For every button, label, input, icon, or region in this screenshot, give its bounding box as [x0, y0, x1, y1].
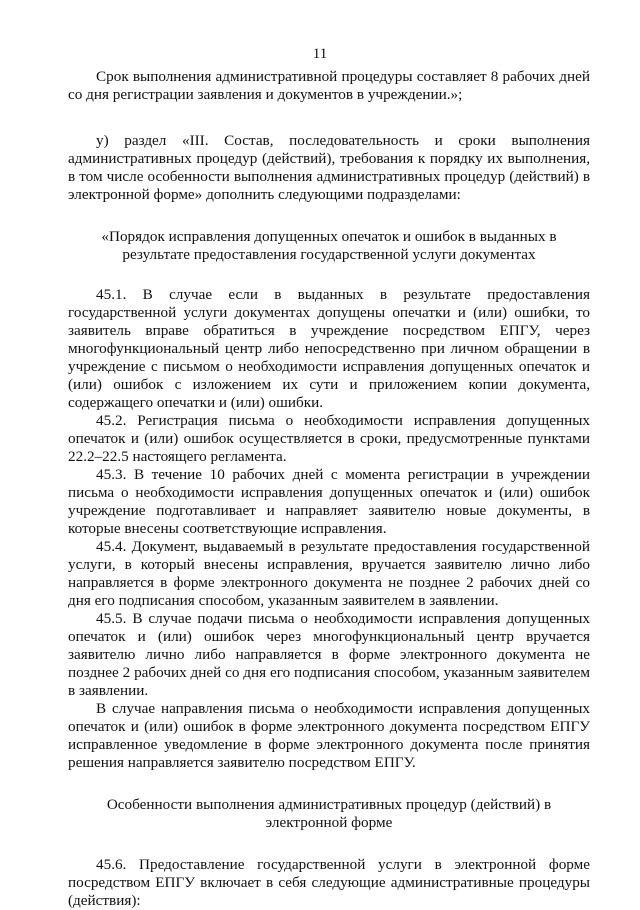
paragraph-deadline: Срок выполнения административной процедуры составляет 8 рабочих дней со дня регистрации заявления и документов в учреждении.»; [68, 68, 590, 103]
clause-45-6: 45.6. Предоставление государственной услуги в электронной форме посредством ЕПГУ включает в себя следующие административные процедуры (действия): [68, 856, 590, 909]
heading-electronic-features: Особенности выполнения административных процедур (действий) в электронной форме [106, 796, 552, 831]
page-number: 11 [312, 46, 328, 62]
clause-45-5-continued: В случае направления письма о необходимости исправления допущенных опечаток и (или) ошибок в форме электронного документа посредством ЕПГУ исправленное уведомление в форме электронного документа после принятия решения направляется заявителю посредством ЕПГУ. [68, 700, 590, 771]
paragraph-section-amendment: у) раздел «III. Состав, последовательность и сроки выполнения административных процедур (действий), требования к порядку их выполнения, в том числе особенности выполнения административных процедур (действий) в электронной форме» дополнить следующими подразделами: [68, 132, 590, 203]
clause-45-1: 45.1. В случае если в выданных в результате предоставления государственной услуги документах допущены опечатки и (или) ошибки, то заявитель вправе обратиться в учреждение посредством ЕПГУ, через многофункциональный центр либо непосредственно при личном обращении в учреждение с письмом о необходимости исправления допущенных опечаток и (или) ошибок с изложением их сути и приложением копии документа, содержащего опечатки и (или) ошибки. [68, 286, 590, 411]
clause-45-3: 45.3. В течение 10 рабочих дней с момента регистрации в учреждении письма о необходимости исправления допущенных опечаток и (или) ошибок учреждение подготавливает и направляет заявителю новые документы, в которые внесены соответствующие исправления. [68, 466, 590, 537]
page-content [68, 68, 590, 910]
heading-error-correction: «Порядок исправления допущенных опечаток и ошибок в выданных в результате предоставления государственной услуги документах [101, 228, 557, 263]
clause-45-2: 45.2. Регистрация письма о необходимости исправления допущенных опечаток и (или) ошибок осуществляется в сроки, предусмотренные пунктами 22.2–22.5 настоящего регламента. [68, 412, 590, 465]
clause-45-5: 45.5. В случае подачи письма о необходимости исправления допущенных опечаток и (или) ошибок через многофункциональный центр вручается заявителю лично либо направляется в форме электронного документа не позднее 2 рабочих дней со дня его подписания способом, указанным заявителем в заявлении. [68, 610, 590, 699]
clause-45-4: 45.4. Документ, выдаваемый в результате предоставления государственной услуги, в который внесены исправления, вручается заявителю лично либо направляется в форме электронного документа не позднее 2 рабочих дней со дня его подписания способом, указанным заявителем в заявлении. [68, 538, 590, 609]
